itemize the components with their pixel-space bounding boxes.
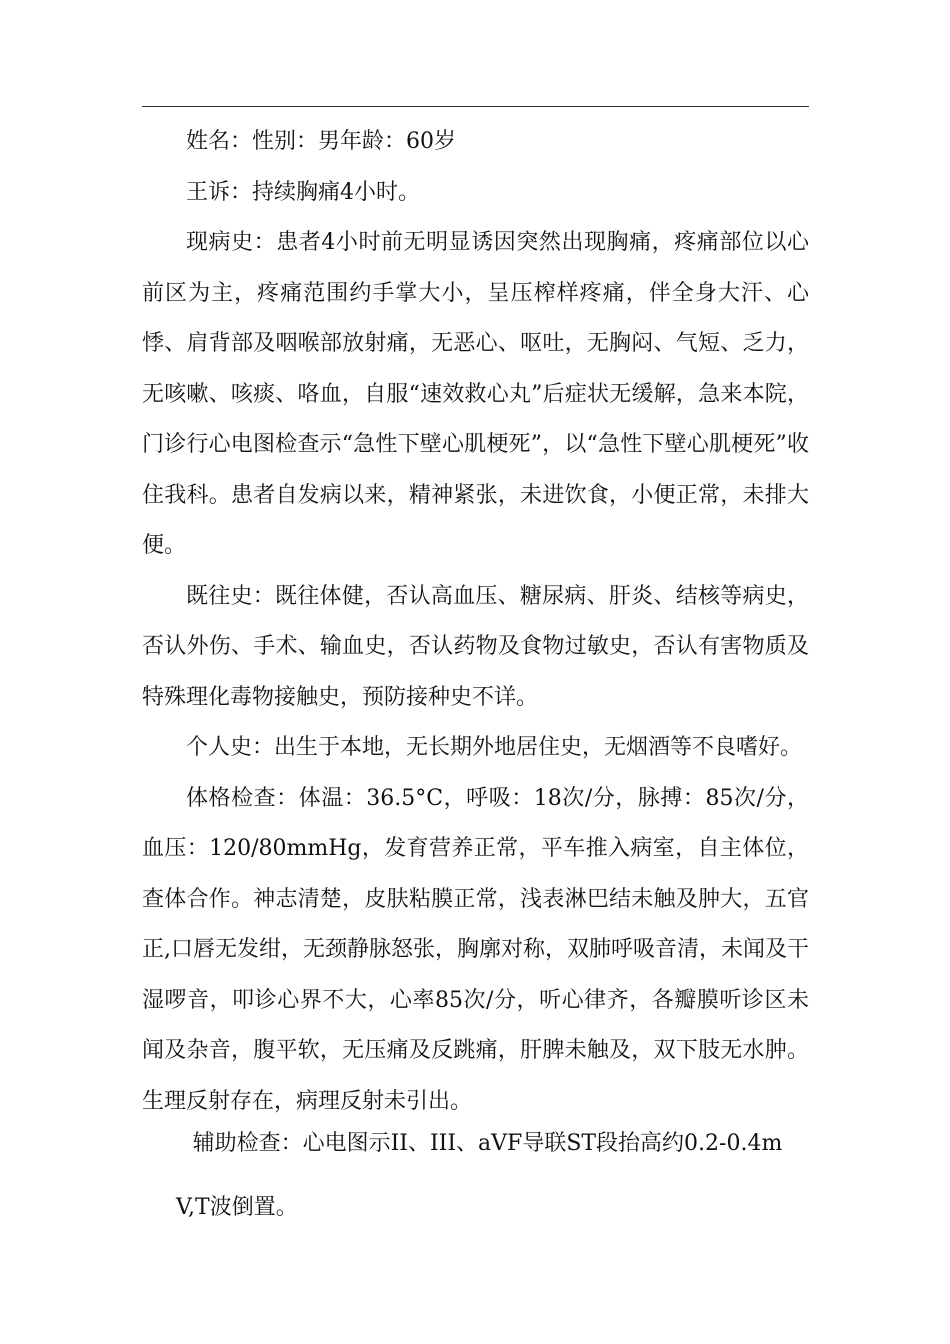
auxiliary-exam-line-2: V,T波倒置。 [176,1195,298,1220]
past-history: 既往史：既往体健，否认高血压、糖尿病、肝炎、结核等病史，否认外伤、手术、输血史，否认药物及食物过敏史，否认有害物质及特殊理化毒物接触史，预防接种史不详。 [142,583,809,710]
patient-info: 姓名：性别：男年龄：60岁 [186,129,456,154]
chief-complaint: 王诉：持续胸痛4小时。 [186,179,420,205]
present-illness: 现病史：患者4小时前无明显诱因突然出现胸痛，疼痛部位以心前区为主，疼痛范围约手掌大小，呈压榨样疼痛，伴全身大汗、心悸、肩背部及咽喉部放射痛，无恶心、呕吐，无胸闷、气短、乏力，无咳嗽、咳痰、咯血，自服“速效救心丸”后症状无缓解，急来本院，门诊行心电图检查示“急性下壁心肌梗死”，以“急性下壁心肌梗死”收住我科。患者自发病以来，精神紧张，未进饮食，小便正常，未排大便。 [142,230,809,558]
auxiliary-exam [142,1112,809,1240]
physical-exam: 体格检查：体温：36.5°C，呼吸：18次/分，脉搏：85次/分，血压：120/80mmHg，发育营养正常，平车推入病室，自主体位，查体合作。神志清楚，皮肤粘膜正常，浅表淋巴结未触及肿大，五官正,口唇无发绀，无颈静脉怒张，胸廓对称，双肺呼吸音清，未闻及干湿啰音，叩诊心界不大，心率85次/分，听心律齐，各瓣膜听诊区未闻及杂音，腹平软，无压痛及反跳痛，肝脾未触及，双下肢无水肿。生理反射存在，病理反射未引出。 [142,785,809,1114]
personal-history: 个人史：出生于本地，无长期外地居住史，无烟酒等不良嗜好。 [186,735,803,760]
auxiliary-exam-line-1: 辅助检查：心电图示II、III、aVF导联ST段抬高约0.2-0.4m [192,1131,783,1156]
header-rule [142,106,809,107]
medical-record [142,117,809,1220]
